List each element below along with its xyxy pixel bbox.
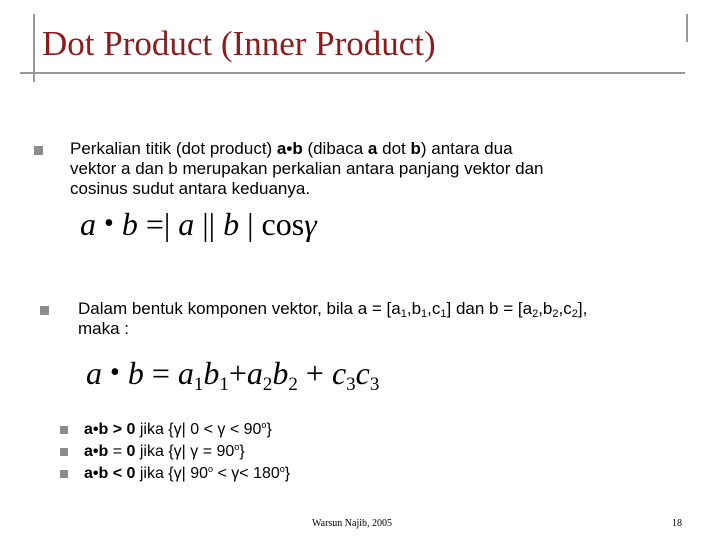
formula-2-sub-4: 2 — [288, 374, 298, 395]
bullet-2-t1: Dalam bentuk komponen vektor, bila a = [a — [78, 299, 401, 318]
bullet-square-5 — [60, 470, 68, 478]
formula-2-b: b — [127, 355, 144, 391]
bullet-2-s3: 1 — [440, 308, 447, 320]
bullet-2-t6: ,c — [558, 299, 572, 318]
condition-2-degree: o — [234, 442, 240, 452]
formula-2-a2: a — [246, 355, 263, 391]
bullet-1-line-2: vektor a dan b merupakan perkalian antara panjang vektor dan — [70, 159, 544, 178]
bullet-2-t2: ,b — [406, 299, 422, 318]
formula-1-b-norm: b — [223, 206, 240, 242]
bullet-2-s5: 2 — [552, 308, 559, 320]
condition-1-end: } — [266, 421, 272, 438]
bullet-1-bold-1: a•b — [276, 139, 303, 158]
formula-1-a: a — [80, 206, 96, 242]
bullet-1-part-2: (dibaca — [302, 139, 368, 158]
formula-1-a-norm: a — [178, 206, 195, 242]
bullet-1-part-3: dot — [377, 139, 411, 158]
formula-2-a1: a — [177, 355, 194, 391]
formula-2-equals: = — [143, 355, 178, 391]
formula-2-sub-6: 3 — [369, 374, 380, 395]
formula-2-b2: b — [272, 355, 289, 391]
bullet-square-4 — [60, 448, 68, 456]
formula-2-c3: c — [331, 355, 347, 391]
bullet-1-part-1: Perkalian titik (dot product) — [70, 139, 277, 158]
bullet-2-s1: 1 — [400, 308, 407, 320]
bullet-1-part-4: ) antara dua — [420, 139, 513, 158]
bullet-square-2 — [40, 306, 49, 315]
condition-negative — [84, 465, 290, 483]
formula-2-a: a — [86, 355, 102, 391]
condition-3-degree: o — [208, 464, 214, 474]
condition-3-text-2: < γ< 180 — [213, 465, 280, 482]
condition-1-degree: o — [261, 420, 267, 430]
bullet-square-1 — [34, 146, 43, 155]
title-horizontal-rule — [20, 72, 685, 74]
bullet-2-line-2: maka : — [78, 319, 130, 338]
formula-2-b1: b — [203, 355, 220, 391]
bullet-1-bold-2: a — [367, 139, 378, 158]
slide-title: Dot Product (Inner Product) — [42, 24, 436, 63]
condition-3-degree-2: o — [279, 464, 285, 474]
condition-2-end: } — [239, 443, 245, 460]
bullet-2-t4: ] dan b = [a — [446, 299, 533, 318]
condition-2-mid: = — [108, 443, 127, 460]
formula-2-sub-5: 3 — [346, 374, 356, 395]
formula-2-dot: • — [110, 357, 120, 388]
bullet-2-t7: ], — [577, 299, 588, 318]
formula-2-plus-2: + — [297, 355, 332, 391]
formula-1-b: b — [121, 206, 138, 242]
condition-positive — [84, 421, 272, 439]
formula-2-sub-1: 1 — [193, 374, 204, 395]
bullet-1-text — [70, 139, 543, 199]
formula-dot-product-components — [86, 355, 380, 395]
condition-1-bold: a•b > 0 — [84, 421, 136, 438]
condition-zero — [84, 443, 245, 461]
formula-1-bar: | — [247, 206, 254, 242]
formula-1-equals: =| — [145, 206, 171, 242]
bullet-2-s4: 2 — [532, 308, 539, 320]
formula-2-c4: c — [355, 355, 370, 391]
condition-3-end: } — [284, 465, 291, 482]
formula-1-gamma: γ — [304, 206, 317, 242]
bullet-square-3 — [60, 426, 68, 434]
condition-2-text: jika {γ| γ = 90 — [135, 443, 235, 460]
bullet-2-s6: 2 — [571, 308, 578, 320]
bullet-1-line-1 — [70, 139, 543, 159]
condition-3-bold: a•b < 0 — [84, 465, 136, 482]
bullet-1-line-3: cosinus sudut antara keduanya. — [70, 179, 311, 198]
formula-1-bars: || — [202, 206, 216, 242]
formula-2-sub-3: 2 — [262, 374, 273, 395]
condition-2-bold-2: 0 — [126, 443, 136, 460]
bullet-2-t3: ,c — [427, 299, 441, 318]
condition-3-text: jika {γ| 90 — [135, 465, 209, 482]
formula-2-plus-1: + — [228, 355, 247, 391]
formula-1-cos: cos — [261, 206, 305, 242]
bullet-2-line-1 — [78, 299, 587, 319]
bullet-2-text — [78, 299, 587, 339]
formula-dot-product-magnitude — [80, 208, 317, 241]
page-number: 18 — [672, 518, 682, 529]
bullet-2-s2: 1 — [421, 308, 428, 320]
formula-1-dot: • — [104, 208, 114, 239]
condition-1-text: jika {γ| 0 < γ < 90 — [135, 421, 262, 438]
formula-2-sub-2: 1 — [219, 374, 229, 395]
footer-author: Warsun Najib, 2005 — [312, 518, 393, 529]
corner-rule — [686, 14, 688, 42]
bullet-1-bold-3: b — [410, 139, 421, 158]
bullet-2-t5: ,b — [538, 299, 553, 318]
condition-2-bold: a•b — [84, 443, 109, 460]
